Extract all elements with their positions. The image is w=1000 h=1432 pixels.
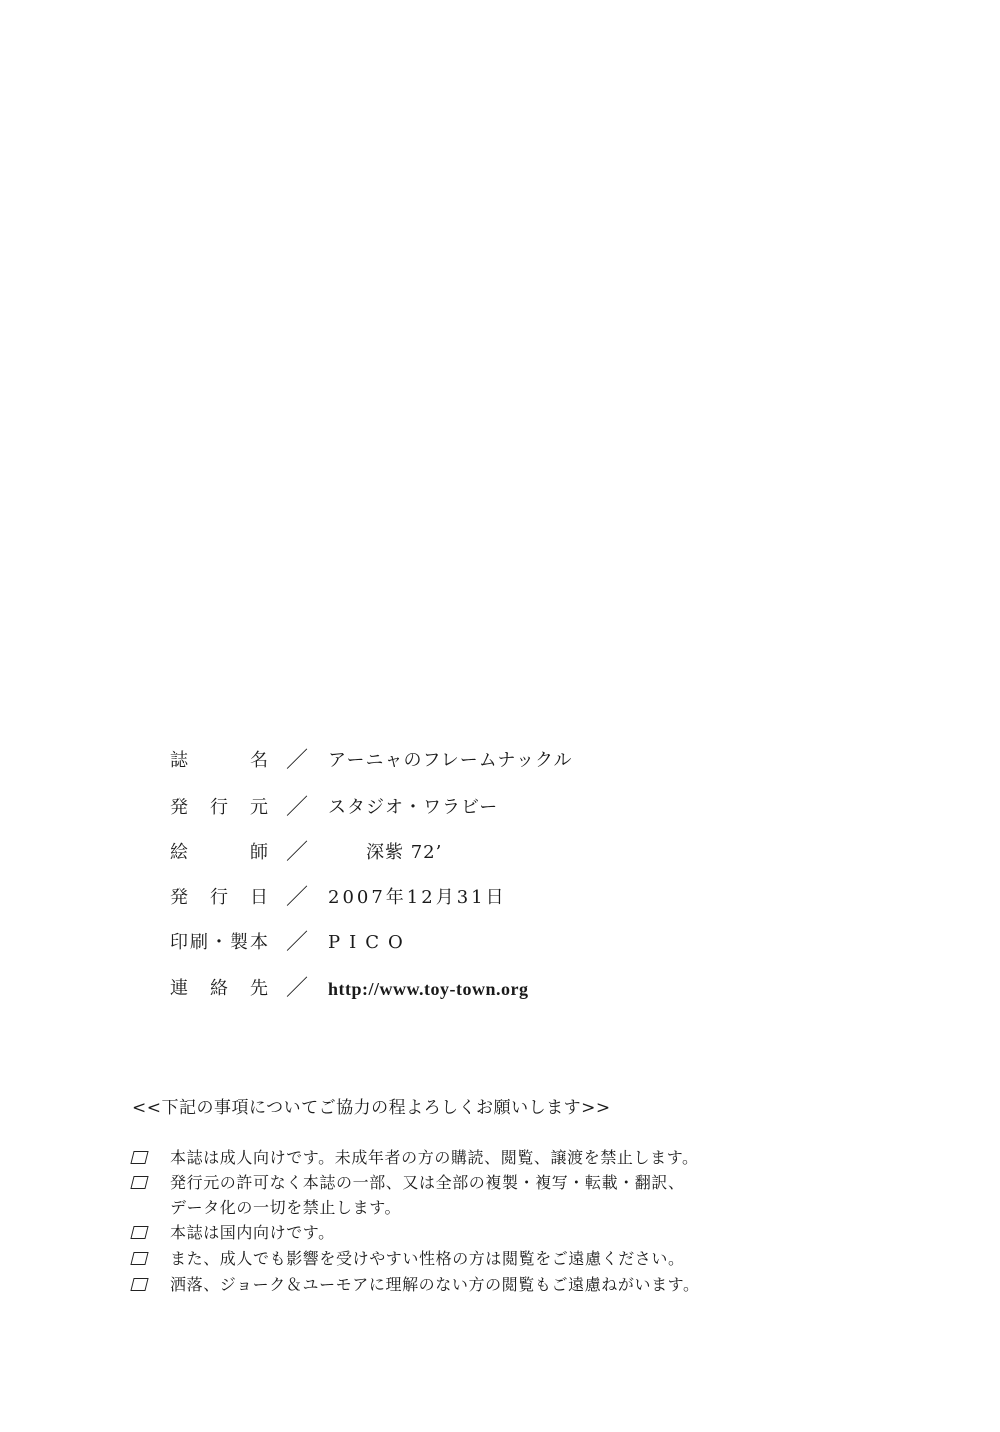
- info-value: アーニャのフレームナックル: [328, 750, 573, 771]
- notice-line: データ化の一切を禁止します。: [170, 1198, 402, 1217]
- checkbox-icon: [130, 1226, 148, 1239]
- info-label: 発行元: [170, 797, 268, 818]
- slash-separator: ／: [286, 976, 309, 1001]
- slash-separator: ／: [286, 795, 309, 820]
- checkbox-icon: [130, 1252, 148, 1265]
- info-label: 連絡先: [170, 978, 268, 999]
- notice-line: 発行元の許可なく本誌の一部、又は全部の複製・複写・転載・翻訳、: [170, 1173, 685, 1192]
- contact-url: http://www.toy-town.org: [328, 979, 529, 999]
- notice-text: [170, 1272, 700, 1297]
- checkbox-icon: [130, 1151, 148, 1164]
- info-label: 発行日: [170, 887, 268, 908]
- info-value: スタジオ・ワラビー: [328, 797, 499, 818]
- info-value: PICO: [328, 932, 412, 953]
- notice-text: [170, 1145, 699, 1170]
- info-label: 誌 名: [170, 750, 268, 771]
- notice-text: [170, 1170, 685, 1220]
- slash-separator: ／: [286, 748, 309, 773]
- notice-text: [170, 1220, 335, 1245]
- notice-header: <<下記の事項についてご協力の程よろしくお願いします>>: [132, 1098, 611, 1118]
- info-label: 絵 師: [170, 842, 268, 863]
- notice-line: 本誌は国内向けです。: [170, 1223, 335, 1242]
- notice-line: 洒落、ジョーク＆ユーモアに理解のない方の閲覧もご遠慮ねがいます。: [170, 1275, 700, 1294]
- notice-line: また、成人でも影響を受けやすい性格の方は閲覧をご遠慮ください。: [170, 1249, 685, 1268]
- slash-separator: ／: [286, 885, 309, 910]
- info-value: 深紫 72’: [366, 842, 443, 863]
- slash-separator: ／: [286, 930, 309, 955]
- info-value: 2007年12月31日: [328, 887, 507, 908]
- checkbox-icon: [130, 1278, 148, 1291]
- slash-separator: ／: [286, 840, 309, 865]
- checkbox-icon: [130, 1176, 148, 1189]
- notice-text: [170, 1246, 685, 1271]
- notice-line: 本誌は成人向けです。未成年者の方の購読、閲覧、譲渡を禁止します。: [170, 1148, 699, 1167]
- info-label: 印刷・製本: [170, 932, 268, 953]
